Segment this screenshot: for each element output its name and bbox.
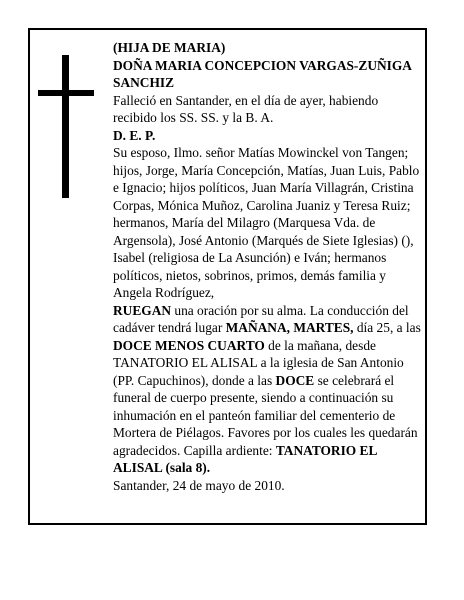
ruegan-word: RUEGAN (113, 302, 172, 318)
closing-date: Santander, 24 de mayo de 2010. (113, 477, 285, 493)
ceremony-paragraph (113, 302, 423, 477)
ceremony-text-4: se celebrará el funeral de cuerpo presente, siendo a continuación su inhumación en el panteón familiar del cementerio de Mortera de Piélagos. Favores por los cuales les quedarán agradecidos. Capilla ardiente: (113, 372, 418, 458)
notice-text (113, 39, 423, 494)
ceremony-time: DOCE MENOS CUARTO (113, 337, 265, 353)
cross-horizontal-bar (38, 90, 94, 96)
dep-line: D. E. P. (113, 127, 156, 143)
notice-header: (HIJA DE MARIA) (113, 40, 226, 55)
ceremony-text-1: una oración por su alma. La conducción del cadáver tendrá lugar (113, 302, 409, 335)
deceased-name: DOÑA MARIA CONCEPCION VARGAS-ZUÑIGA SANCHIZ (113, 57, 412, 90)
ceremony-text-2: día 25, a las (353, 320, 421, 335)
chapel-location: TANATORIO EL ALISAL (sala 8). (113, 442, 377, 475)
family-list: Su esposo, Ilmo. señor Matías Mowinckel von Tangen; hijos, Jorge, María Concepción, Matías, Juan Luis, Pablo e Ignacio; hijos políticos, Juan María Villagrán, Cristina Corpas, Mónica Muñoz, Carolina Juaniz y Teresa Ruiz; hermanos, María del Milagro (Marquesa Vda. de Argensola), José Antonio (Marqués de Siete Iglesias) (), Isabel (religiosa de La Asunción) e Iván; hermanos políticos, nietos, sobrinos, primos, demás familia y Angela Rodríguez, (113, 145, 420, 300)
death-statement: Falleció en Santander, en el día de ayer, habiendo recibido los SS. SS. y la B. A. (113, 92, 379, 125)
funeral-time: DOCE (275, 372, 315, 388)
cross-icon (38, 55, 94, 198)
cross-vertical-bar (62, 55, 69, 198)
ceremony-date: MAÑANA, MARTES, (225, 320, 354, 335)
ceremony-text-3: de la mañana, desde TANATORIO EL ALISAL a la iglesia de San Antonio (PP. Capuchinos), donde a las (113, 337, 404, 388)
